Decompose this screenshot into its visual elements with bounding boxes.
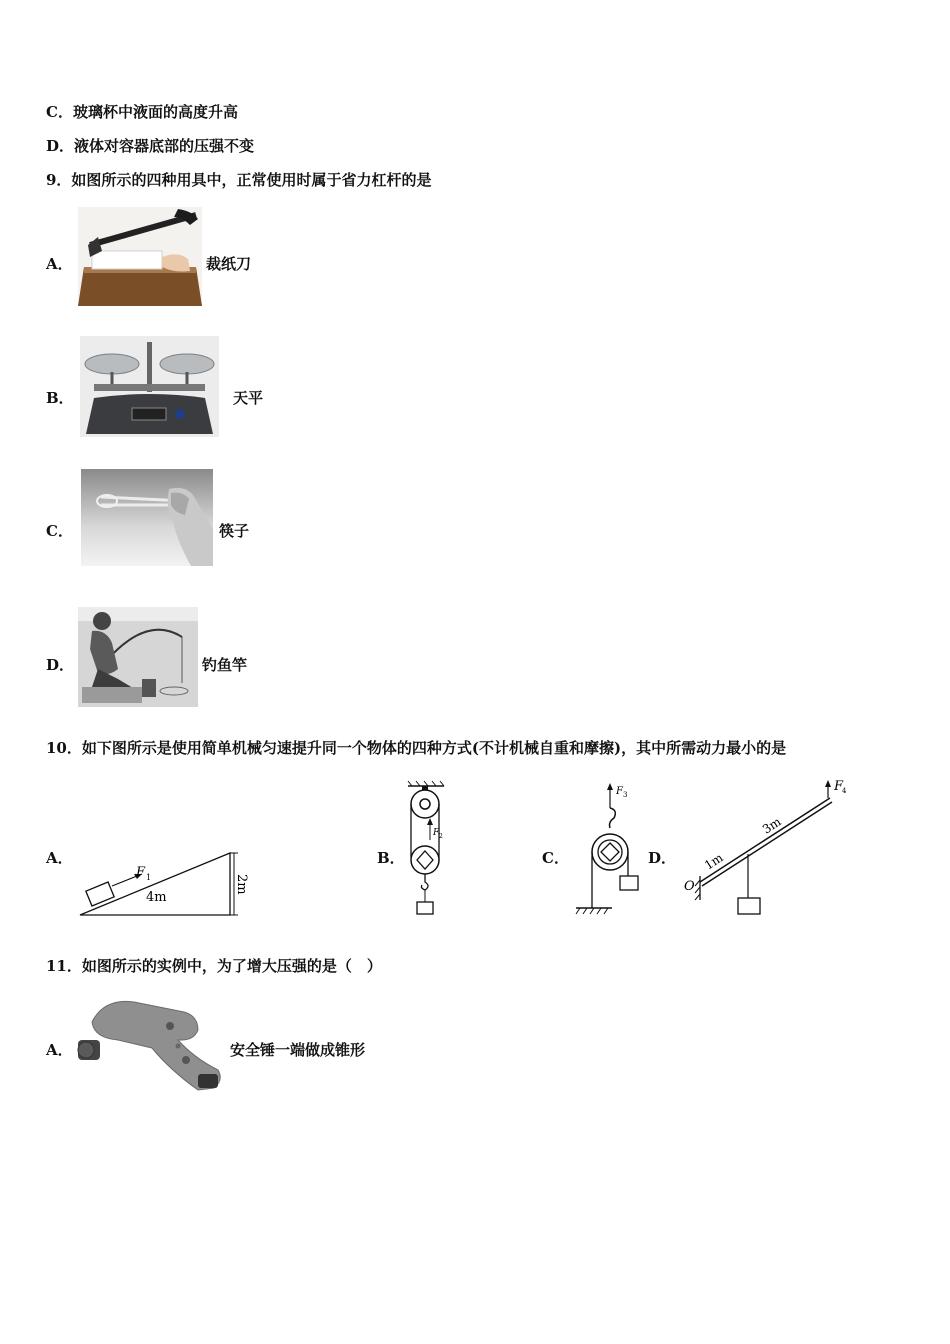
q9-option-d-caption: 钓鱼竿 xyxy=(202,656,248,674)
q8-option-d: D．液体对容器底部的压强不变 xyxy=(46,137,255,155)
q9-option-c-label: C． xyxy=(46,522,73,540)
q10-option-c-label: C． xyxy=(542,849,569,867)
safety-hammer-image xyxy=(74,990,226,1098)
q10-option-a-label: A． xyxy=(46,849,73,867)
q11-option-a-label: A． xyxy=(46,1041,73,1059)
q9-option-b-label: B． xyxy=(46,389,74,407)
q10-d-short-arm: 1m xyxy=(702,850,726,873)
q8-option-c: C．玻璃杯中液面的高度升高 xyxy=(46,103,238,121)
lever-diagram xyxy=(676,774,856,918)
q10-d-long-arm: 3m xyxy=(760,814,784,837)
q10-b-force: F xyxy=(433,828,440,838)
q10-b-force-sub: 2 xyxy=(439,833,443,840)
q10-d-force-sub: 4 xyxy=(842,787,847,795)
q9-stem: 9．如图所示的四种用具中，正常使用时属于省力杠杆的是 xyxy=(46,171,432,189)
paper-cutter-image xyxy=(78,207,202,306)
q10-c-force: F xyxy=(616,786,623,797)
q9-option-b-caption: 天平 xyxy=(233,389,264,407)
q10-stem: 10．如下图所示是使用简单机械匀速提升同一个物体的四种方式(不计机械自重和摩擦)，其中所需动力最小的是 xyxy=(46,739,787,757)
q11-stem: 11．如图所示的实例中，为了增大压强的是（ ） xyxy=(46,957,382,975)
q10-c-force-sub: 3 xyxy=(623,791,628,799)
incline-diagram xyxy=(76,838,249,920)
q9-option-a-label: A． xyxy=(46,255,73,273)
q11-option-a-caption: 安全锤一端做成锥形 xyxy=(230,1041,366,1059)
q10-d-pivot: O xyxy=(684,879,695,894)
chopsticks-image xyxy=(81,469,213,566)
fishing-rod-image xyxy=(78,607,198,707)
q10-option-b-label: B． xyxy=(377,849,405,867)
q9-option-a-caption: 裁纸刀 xyxy=(206,255,252,273)
pulley-block-diagram xyxy=(400,780,460,918)
q10-d-force: F xyxy=(834,779,844,794)
balance-scale-image xyxy=(80,336,219,437)
q10-a-base-length: 4m xyxy=(146,890,167,905)
q10-a-force: F xyxy=(136,865,146,880)
q10-option-d-label: D． xyxy=(648,849,677,867)
q9-option-c-caption: 筷子 xyxy=(219,522,250,540)
q9-option-d-label: D． xyxy=(46,656,75,674)
q10-a-force-sub: 1 xyxy=(146,873,152,882)
q10-a-height: 2m xyxy=(234,874,249,895)
fixed-pulley-diagram xyxy=(570,778,650,916)
